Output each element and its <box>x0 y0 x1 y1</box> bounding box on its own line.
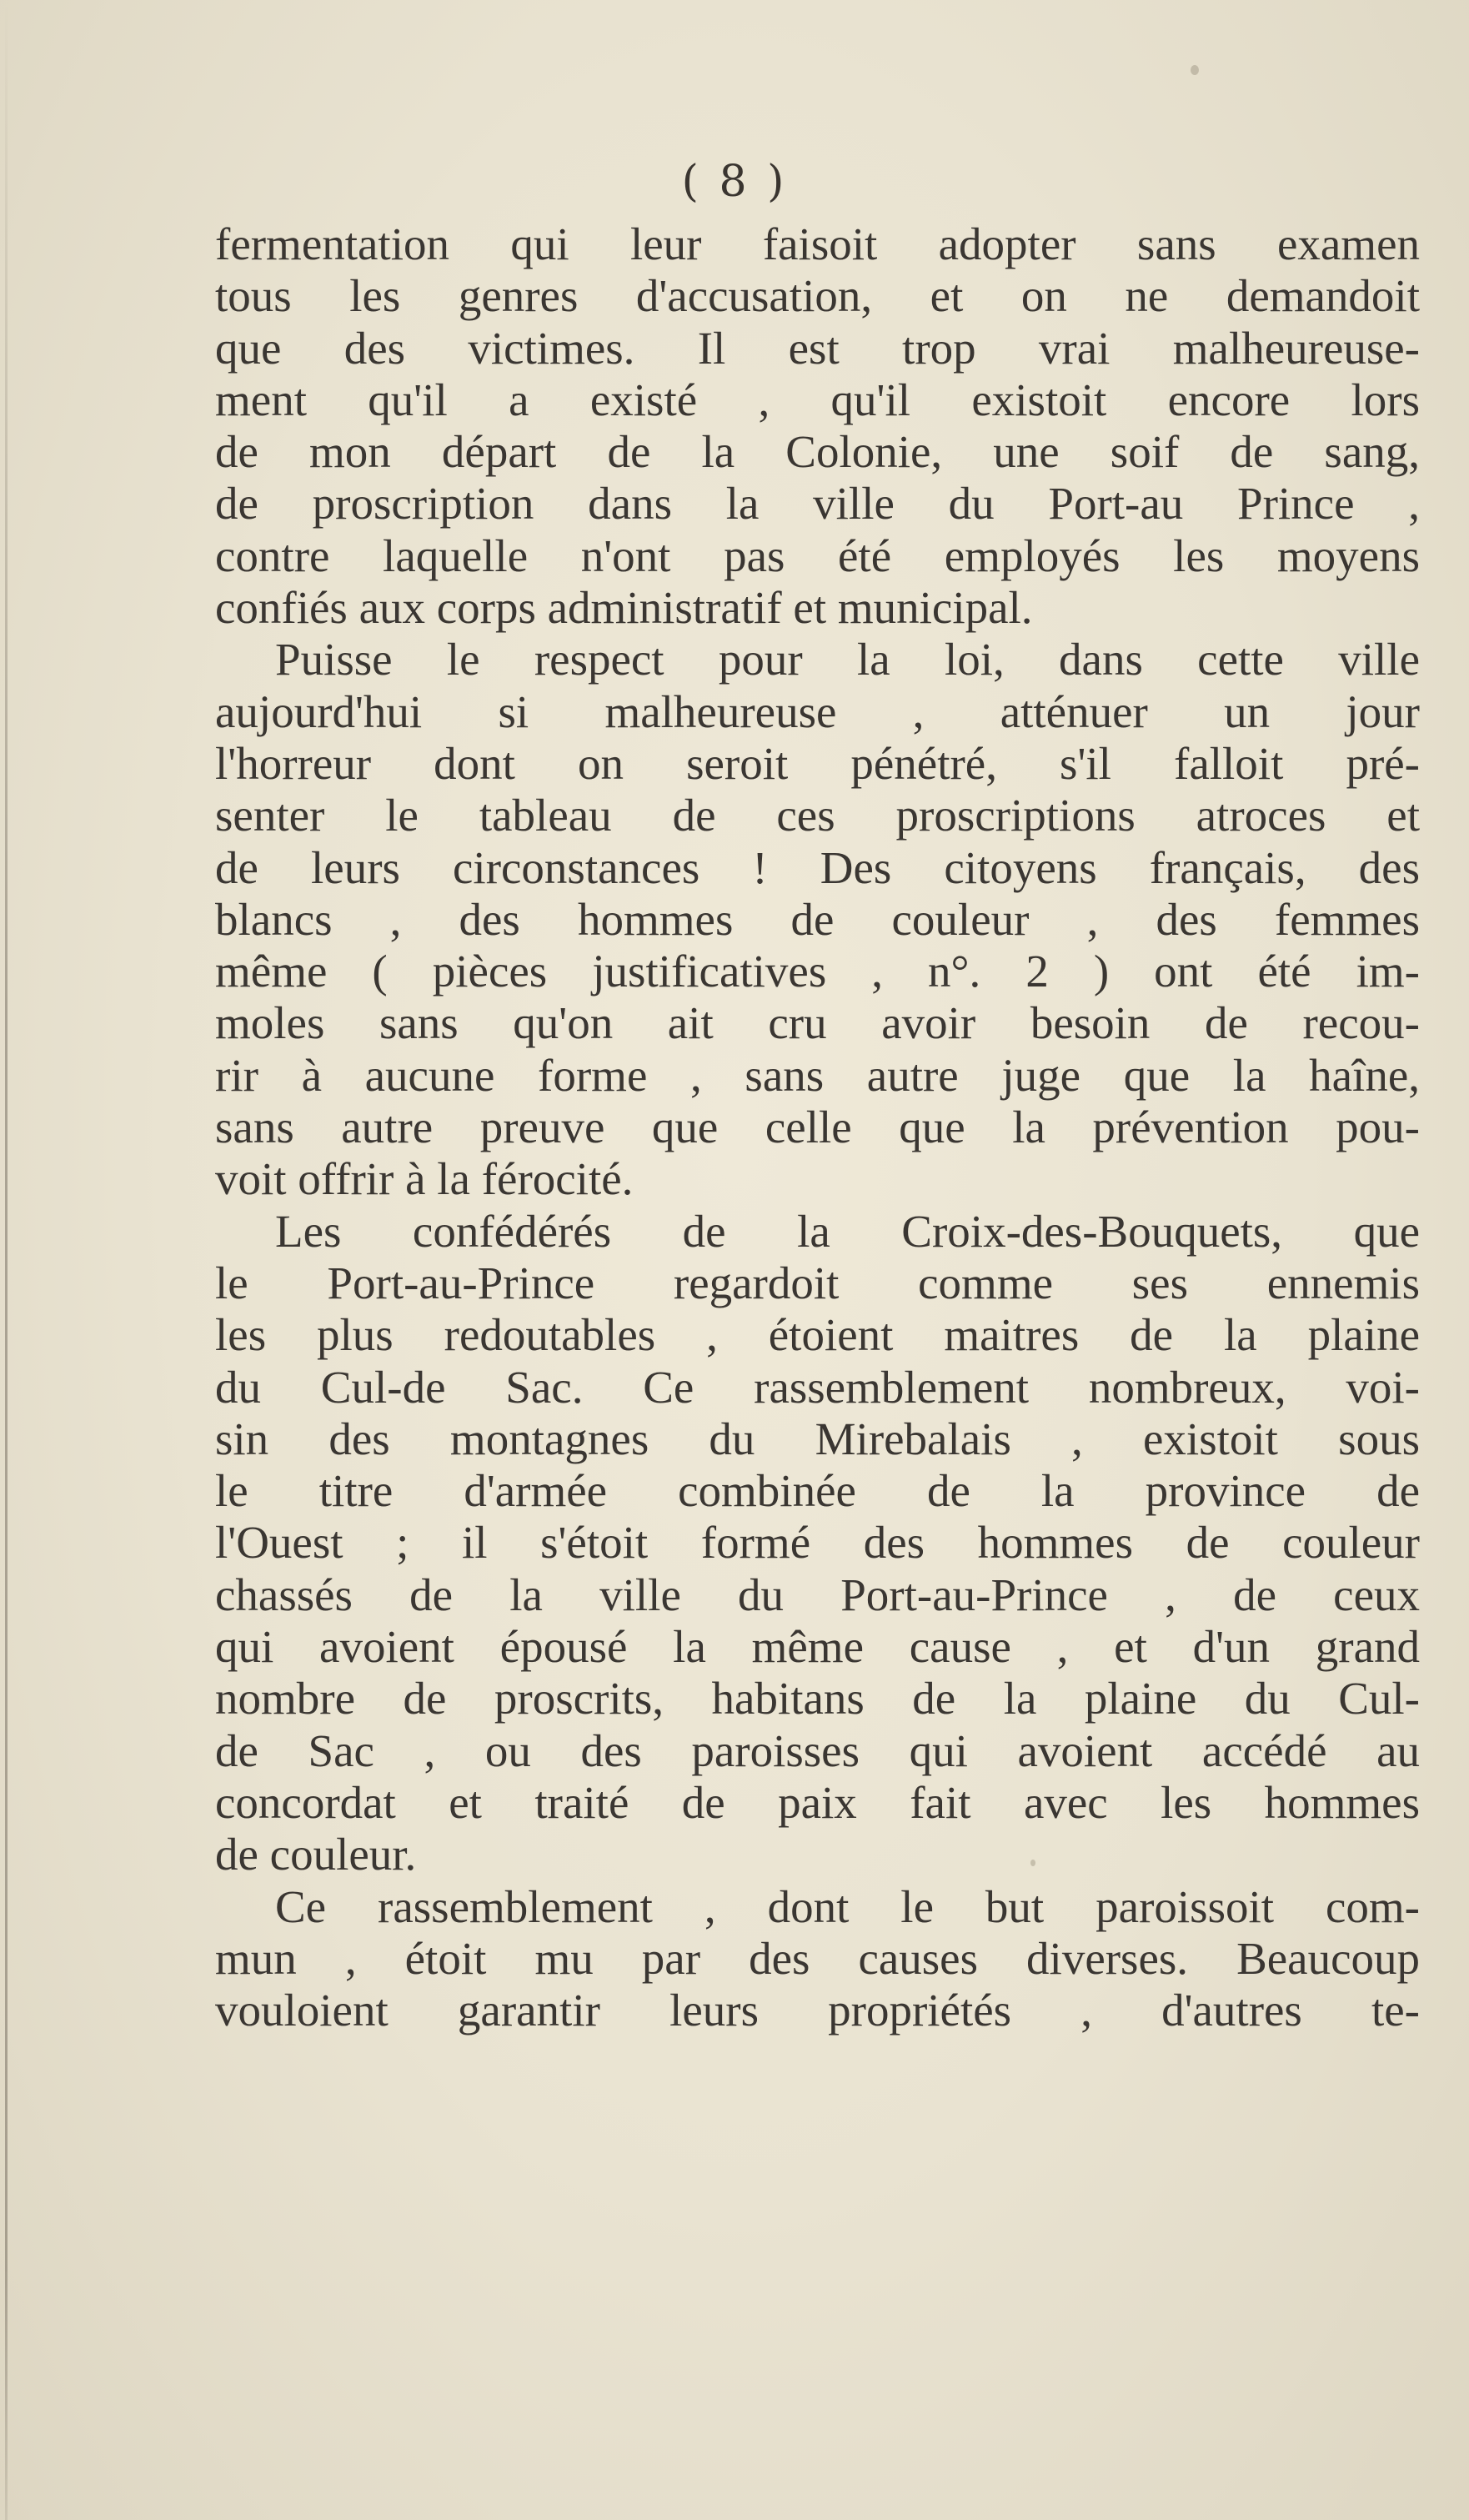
binding-edge <box>5 0 8 2520</box>
text-line: tous les genres d'accusation, et on ne demandoit <box>215 270 1420 322</box>
text-line: même ( pièces justificatives , n°. 2 ) ont été im- <box>215 946 1420 997</box>
text-line: l'horreur dont on seroit pénétré, s'il falloit pré- <box>215 737 1420 789</box>
text-line: fermentation qui leur faisoit adopter sans examen <box>215 218 1420 269</box>
text-line: de Sac , ou des paroisses qui avoient accédé au <box>215 1724 1420 1776</box>
text-line: chassés de la ville du Port-au-Prince , de ceux <box>215 1569 1420 1620</box>
ink-speck <box>1191 65 1199 75</box>
text-line: les plus redoutables , étoient maitres de la plaine <box>215 1309 1420 1361</box>
text-line: nombre de proscrits, habitans de la plaine du Cul- <box>215 1673 1420 1724</box>
text-line: sin des montagnes du Mirebalais , existoit sous <box>215 1413 1420 1464</box>
text-line: blancs , des hommes de couleur , des femmes <box>215 893 1420 945</box>
text-line: concordat et traité de paix fait avec les hommes <box>215 1776 1420 1828</box>
paragraph-start-line: Ce rassemblement , dont le but paroissoit com- <box>275 1880 1420 1932</box>
text-line: ment qu'il a existé , qu'il existoit encore lors <box>215 374 1420 425</box>
text-line: de proscription dans la ville du Port-au Prince , <box>215 478 1420 530</box>
page-number: ( 8 ) <box>681 157 788 207</box>
text-line: voit offrir à la férocité. <box>215 1153 634 1205</box>
text-line: contre laquelle n'ont pas été employés les moyens <box>215 530 1420 581</box>
text-line: vouloient garantir leurs propriétés , d'autres te- <box>215 1985 1420 2036</box>
text-line: que des victimes. Il est trop vrai malheureuse- <box>215 322 1420 374</box>
paragraph-start-line: Puisse le respect pour la loi, dans cette ville <box>275 634 1420 685</box>
text-line: de leurs circonstances ! Des citoyens français, des <box>215 841 1420 893</box>
text-line: rir à aucune forme , sans autre juge que la haîne, <box>215 1049 1420 1101</box>
text-line: sans autre preuve que celle que la prévention pou- <box>215 1102 1420 1153</box>
text-line: du Cul-de Sac. Ce rassemblement nombreux, voi- <box>215 1361 1420 1413</box>
text-line: de mon départ de la Colonie, une soif de sang, <box>215 426 1420 478</box>
text-line: senter le tableau de ces proscriptions atroces et <box>215 790 1420 841</box>
text-line: de couleur. <box>215 1829 417 1880</box>
paragraph-start-line: Les confédérés de la Croix-des-Bouquets, que <box>275 1205 1420 1257</box>
text-line: le Port-au-Prince regardoit comme ses ennemis <box>215 1257 1420 1308</box>
text-line: le titre d'armée combinée de la province de <box>215 1465 1420 1517</box>
text-line: confiés aux corps administratif et municipal. <box>215 582 1033 634</box>
body-text <box>215 218 1420 2036</box>
text-line: aujourd'hui si malheureuse , atténuer un jour <box>215 685 1420 737</box>
text-line: l'Ouest ; il s'étoit formé des hommes de couleur <box>215 1517 1420 1569</box>
text-line: mun , étoit mu par des causes diverses. Beaucoup <box>215 1932 1420 1984</box>
text-line: qui avoient épousé la même cause , et d'un grand <box>215 1621 1420 1673</box>
text-line: moles sans qu'on ait cru avoir besoin de recou- <box>215 997 1420 1049</box>
